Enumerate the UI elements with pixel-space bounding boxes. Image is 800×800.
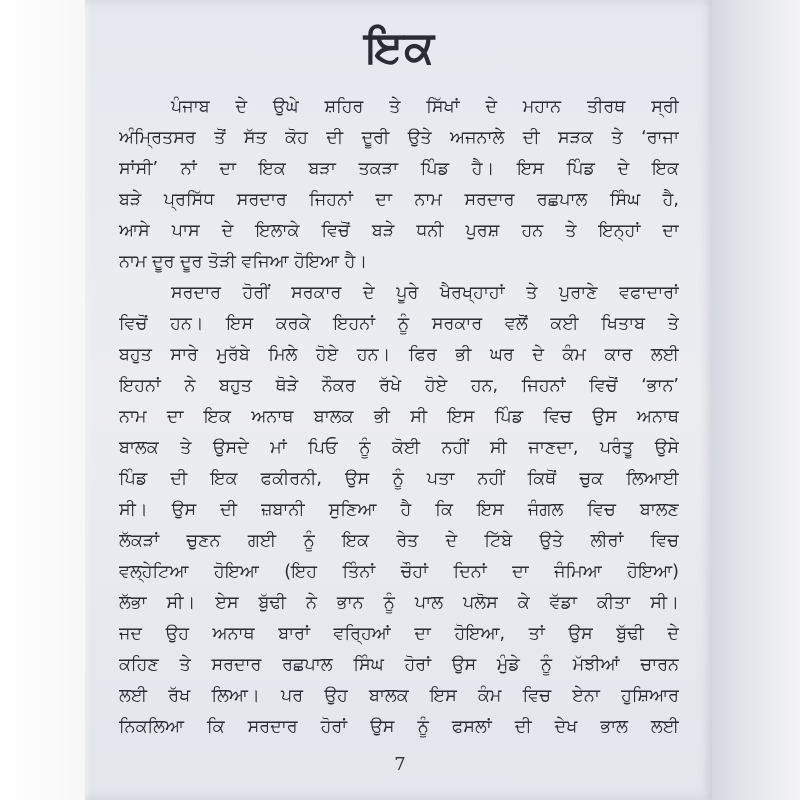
- text-line: ਬੜੇ ਪ੍ਰਸਿੱਧ ਸਰਦਾਰ ਜਿਹਨਾਂ ਦਾ ਨਾਮ ਸਰਦਾਰ ਰਛਪਾਲ ਸਿੰਘ ਹੈ,: [119, 190, 679, 210]
- book-page: [85, 0, 715, 800]
- text-line: ਆਸੇ ਪਾਸ ਦੇ ਇਲਾਕੇ ਵਿਚੋਂ ਬੜੇ ਧਨੀ ਪੁਰਸ਼ ਹਨ ਤੇ ਇਨ੍ਹਾਂ ਦਾ: [119, 221, 679, 241]
- text-line: ਵਲ੍ਹੇਟਿਆ ਹੋਇਆ (ਇਹ ਤਿੰਨਾਂ ਚੌਹਾਂ ਦਿਨਾਂ ਦਾ ਜੰਮਿਆ ਹੋਇਆ): [119, 562, 679, 582]
- background-left: [0, 0, 85, 800]
- text-line: ਨਾਮ ਦਾ ਇਕ ਅਨਾਥ ਬਾਲਕ ਭੀ ਸੀ ਇਸ ਪਿੰਡ ਵਿਚ ਉਸ ਅਨਾਥ: [119, 407, 679, 427]
- page-number: 7: [394, 754, 406, 775]
- text-line: ਕਹਿਣ ਤੇ ਸਰਦਾਰ ਰਛਪਾਲ ਸਿੰਘ ਹੋਰਾਂ ਉਸ ਮੁੰਡੇ ਨੂੰ ਮੱਝੀਆਂ ਚਾਰਨ: [119, 655, 679, 675]
- text-line: ਲਈ ਰੱਖ ਲਿਆ। ਪਰ ਉਹ ਬਾਲਕ ਇਸ ਕੰਮ ਵਿਚ ਏਨਾ ਹੁਸ਼ਿਆਰ: [119, 686, 679, 706]
- text-line: ਲੱਕੜਾਂ ਚੁਣਨ ਗਈ ਨੂੰ ਇਕ ਰੇਤ ਦੇ ਟਿੱਬੇ ਉਤੇ ਲੀਰਾਂ ਵਿਚ: [119, 531, 679, 551]
- text-line: ਅੰਮ੍ਰਿਤਸਰ ਤੋਂ ਸੱਤ ਕੋਹ ਦੀ ਦੂਰੀ ਉਤੇ ਅਜਨਾਲੇ ਦੀ ਸੜਕ ਤੇ ‘ਰਾਜਾ: [119, 128, 679, 148]
- text-line: ਪਿੰਡ ਦੀ ਇਕ ਫਕੀਰਨੀ, ਉਸ ਨੂੰ ਪਤਾ ਨਹੀਂ ਕਿਥੋਂ ਚੁਕ ਲਿਆਈ: [119, 469, 679, 489]
- body-text: [119, 92, 679, 743]
- text-line: ਬਹੁਤ ਸਾਰੇ ਮੁਰੱਬੇ ਮਿਲੇ ਹੋਏ ਹਨ। ਫਿਰ ਭੀ ਘਰ ਦੇ ਕੰਮ ਕਾਰ ਲਈ: [119, 345, 679, 365]
- text-line: ਲੱਭਾ ਸੀ। ਏਸ ਬੁੱਢੀ ਨੇ ਭਾਨ ਨੂੰ ਪਾਲ ਪਲੋਸ ਕੇ ਵੱਡਾ ਕੀਤਾ ਸੀ।: [119, 593, 679, 613]
- text-line: ਵਿਚੋਂ ਹਨ। ਇਸ ਕਰਕੇ ਇਹਨਾਂ ਨੂੰ ਸਰਕਾਰ ਵਲੋਂ ਕਈ ਖਿਤਾਬ ਤੇ: [119, 314, 679, 334]
- text-line: ਸੀ। ਉਸ ਦੀ ਜ਼ਬਾਨੀ ਸੁਣਿਆ ਹੈ ਕਿ ਇਸ ਜੰਗਲ ਵਿਚ ਬਾਲਣ: [119, 500, 679, 520]
- text-line: ਨਾਮ ਦੂਰ ਦੂਰ ਤੋੜੀ ਵਜਿਆ ਹੋਇਆ ਹੈ।: [119, 252, 368, 272]
- text-line: ਇਹਨਾਂ ਨੇ ਬਹੁਤ ਥੋੜੇ ਨੌਕਰ ਰੱਖੇ ਹੋਏ ਹਨ, ਜਿਹਨਾਂ ਵਿਚੋਂ ‘ਭਾਨ’: [119, 376, 679, 396]
- text-line: ਪੰਜਾਬ ਦੇ ਉਘੇ ਸ਼ਹਿਰ ਤੇ ਸਿੱਖਾਂ ਦੇ ਮਹਾਨ ਤੀਰਥ ਸ੍ਰੀ: [171, 97, 679, 117]
- text-line: ਸਰਦਾਰ ਹੋਰੀਂ ਸਰਕਾਰ ਦੇ ਪੂਰੇ ਖੈਰਖ੍ਹਾਹਾਂ ਤੇ ਪੁਰਾਣੇ ਵਫਾਦਾਰਾਂ: [171, 283, 679, 303]
- background-right: [712, 0, 800, 800]
- text-line: ਨਿਕਲਿਆ ਕਿ ਸਰਦਾਰ ਹੋਰਾਂ ਉਸ ਨੂੰ ਫਸਲਾਂ ਦੀ ਦੇਖ ਭਾਲ ਲਈ: [119, 717, 679, 737]
- chapter-title: ਇਕ: [364, 22, 436, 73]
- text-line: ਬਾਲਕ ਤੇ ਉਸਦੇ ਮਾਂ ਪਿਓ ਨੂੰ ਕੋਈ ਨਹੀਂ ਸੀ ਜਾਣਦਾ, ਪਰੰਤੂ ਉਸੇ: [119, 438, 679, 458]
- text-line: ਜਦ ਉਹ ਅਨਾਥ ਬਾਰਾਂ ਵਰ੍ਹਿਆਂ ਦਾ ਹੋਇਆ, ਤਾਂ ਉਸ ਬੁੱਢੀ ਦੇ: [119, 624, 679, 644]
- text-line: ਸਾਂਸੀ’ ਨਾਂ ਦਾ ਇਕ ਬੜਾ ਤਕੜਾ ਪਿੰਡ ਹੈ। ਇਸ ਪਿੰਡ ਦੇ ਇਕ: [119, 159, 679, 179]
